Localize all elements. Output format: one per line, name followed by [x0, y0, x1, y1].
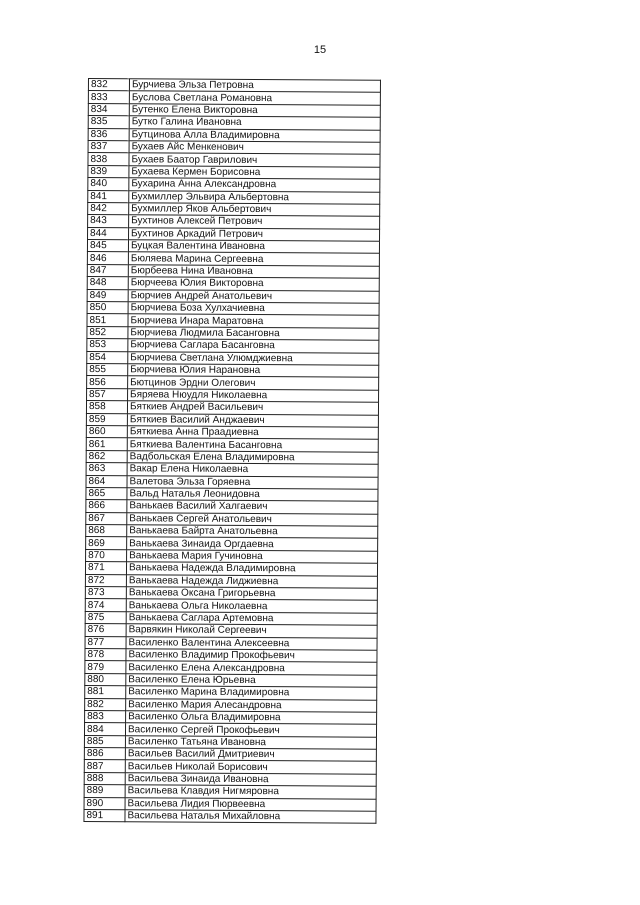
row-number: 840 — [88, 178, 129, 191]
row-number: 884 — [84, 723, 125, 736]
person-name: Ванькаева Надежда Владимировна — [126, 562, 377, 576]
row-number: 872 — [85, 574, 126, 587]
person-name: Василенко Сергей Прокофьевич — [125, 723, 376, 737]
row-number: 882 — [85, 698, 126, 711]
person-name: Ванькаева Зинаида Оргдаевна — [127, 537, 378, 551]
person-name: Василенко Марина Владимировна — [126, 686, 377, 700]
person-name: Бюрчиева Светлана Улюмджиевна — [128, 351, 379, 365]
row-number: 876 — [85, 624, 126, 637]
person-name: Бяткиев Андрей Васильевич — [127, 401, 378, 415]
row-number: 886 — [84, 748, 125, 761]
person-name: Васильев Николай Борисович — [125, 760, 376, 774]
row-number: 868 — [86, 525, 127, 538]
person-name: Ванькаева Надежда Лиджиевна — [126, 574, 377, 588]
person-name: Бютцинов Эрдни Олегович — [128, 376, 379, 390]
row-number: 847 — [87, 264, 128, 277]
row-number: 869 — [86, 537, 127, 550]
person-name: Ванькаев Сергей Анатольевич — [127, 512, 378, 526]
row-number: 852 — [87, 326, 128, 339]
person-name: Бюляева Марина Сергеевна — [128, 252, 379, 266]
row-number: 832 — [88, 79, 129, 92]
row-number: 849 — [87, 289, 128, 302]
person-name: Вадбольская Елена Владимировна — [127, 450, 378, 464]
person-name: Бухаев Баатор Гаврилович — [129, 153, 380, 167]
person-name: Бюрчеева Юлия Викторовна — [128, 277, 379, 291]
row-number: 857 — [87, 388, 128, 401]
row-number: 889 — [84, 785, 125, 798]
person-name: Бяткиева Анна Праадиевна — [127, 426, 378, 440]
person-name: Васильева Наталья Михайловна — [125, 810, 376, 824]
person-name: Бяткиев Василий Анджаевич — [127, 413, 378, 427]
row-number: 864 — [86, 475, 127, 488]
row-number: 887 — [84, 760, 125, 773]
row-number: 848 — [87, 277, 128, 290]
row-number: 850 — [87, 302, 128, 315]
person-name: Васильев Василий Дмитриевич — [125, 748, 376, 762]
person-name: Бурчиева Эльза Петровна — [129, 79, 380, 93]
row-number: 867 — [86, 512, 127, 525]
person-name: Ванькаева Мария Гучиновна — [127, 550, 378, 564]
table-row — [84, 810, 376, 824]
row-number: 835 — [88, 116, 129, 129]
row-number: 863 — [86, 463, 127, 476]
person-name: Васильева Лидия Пюрвеевна — [125, 797, 376, 811]
row-number: 862 — [86, 450, 127, 463]
row-number: 891 — [84, 810, 125, 823]
person-name: Бюрчиева Саглара Басанговна — [128, 339, 379, 353]
person-name: Бухаев Айс Менкенович — [129, 141, 380, 155]
person-name: Васильева Зинаида Ивановна — [125, 773, 376, 787]
row-number: 874 — [85, 599, 126, 612]
person-name: Ванькаева Ольга Николаевна — [126, 599, 377, 613]
person-name: Вальд Наталья Леонидовна — [127, 488, 378, 502]
person-name: Василенко Владимир Прокофьевич — [126, 649, 377, 663]
row-number: 855 — [87, 363, 128, 376]
row-number: 851 — [87, 314, 128, 327]
person-name: Валетова Эльза Горяевна — [127, 475, 378, 489]
row-number: 883 — [85, 710, 126, 723]
person-name: Бяткиева Валентина Басанговна — [127, 438, 378, 452]
row-number: 880 — [85, 673, 126, 686]
person-name: Вакар Елена Николаевна — [127, 463, 378, 477]
row-number: 846 — [87, 252, 128, 265]
row-number: 877 — [85, 636, 126, 649]
row-number: 837 — [88, 140, 129, 153]
row-number: 844 — [88, 227, 129, 240]
row-number: 873 — [85, 587, 126, 600]
person-name: Варвякин Николай Сергеевич — [126, 624, 377, 638]
page-number: 15 — [313, 44, 327, 56]
person-name: Ванькаева Байрта Анатольевна — [127, 525, 378, 539]
name-list-table — [83, 78, 381, 824]
person-name: Василенко Мария Алесандровна — [126, 698, 377, 712]
person-name: Буслова Светлана Романовна — [129, 91, 380, 105]
person-name: Василенко Елена Александровна — [126, 661, 377, 675]
row-number: 853 — [87, 339, 128, 352]
person-name: Бяряева Нюудля Николаевна — [128, 389, 379, 403]
person-name: Василенко Татьяна Ивановна — [125, 735, 376, 749]
row-number: 841 — [88, 190, 129, 203]
row-number: 845 — [87, 240, 128, 253]
row-number: 890 — [84, 797, 125, 810]
person-name: Бюрчиева Юлия Нарановна — [128, 364, 379, 378]
row-number: 885 — [84, 735, 125, 748]
person-name: Бухтинов Алексей Петрович — [129, 215, 380, 229]
person-name: Ванькаев Василий Халгаевич — [127, 500, 378, 514]
person-name: Бухмиллер Эльвира Альбертовна — [129, 190, 380, 204]
person-name: Бутцинова Алла Владимировна — [129, 128, 380, 142]
row-number: 881 — [85, 686, 126, 699]
row-number: 833 — [88, 91, 129, 104]
row-number: 861 — [86, 438, 127, 451]
row-number: 875 — [85, 611, 126, 624]
row-number: 866 — [86, 500, 127, 513]
person-name: Бюрчиева Боза Хулхачиевна — [128, 302, 379, 316]
row-number: 838 — [88, 153, 129, 166]
table-body — [84, 79, 381, 824]
person-name: Бюрчиев Андрей Анатольевич — [128, 289, 379, 303]
person-name: Бухаева Кермен Борисовна — [129, 165, 380, 179]
row-number: 836 — [88, 128, 129, 141]
person-name: Ванькаева Оксана Григорьевна — [126, 587, 377, 601]
person-name: Буцкая Валентина Ивановна — [128, 240, 379, 254]
row-number: 856 — [87, 376, 128, 389]
row-number: 859 — [86, 413, 127, 426]
row-number: 843 — [88, 215, 129, 228]
person-name: Бюрчиева Людмила Басанговна — [128, 327, 379, 341]
person-name: Бюрчиева Инара Маратовна — [128, 314, 379, 328]
row-number: 878 — [85, 648, 126, 661]
person-name: Бутко Галина Ивановна — [129, 116, 380, 130]
row-number: 854 — [87, 351, 128, 364]
row-number: 842 — [88, 202, 129, 215]
person-name: Васильева Клавдия Нигмяровна — [125, 785, 376, 799]
row-number: 871 — [85, 562, 126, 575]
row-number: 858 — [86, 401, 127, 414]
row-number: 839 — [88, 165, 129, 178]
row-number: 879 — [85, 661, 126, 674]
row-number: 870 — [86, 549, 127, 562]
person-name: Бухарина Анна Александровна — [129, 178, 380, 192]
person-name: Бухтинов Аркадий Петрович — [129, 227, 380, 241]
row-number: 865 — [86, 487, 127, 500]
row-number: 834 — [88, 103, 129, 116]
person-name: Ванькаева Саглара Артемовна — [126, 612, 377, 626]
row-number: 860 — [86, 425, 127, 438]
row-number: 888 — [84, 772, 125, 785]
person-name: Василенко Елена Юрьевна — [126, 673, 377, 687]
person-name: Бутенко Елена Викторовна — [129, 104, 380, 118]
person-name: Бухмиллер Яков Альбертович — [129, 203, 380, 217]
person-name: Бюрбеева Нина Ивановна — [128, 265, 379, 279]
person-name: Василенко Валентина Алексеевна — [126, 636, 377, 650]
person-name: Василенко Ольга Владимировна — [126, 711, 377, 725]
